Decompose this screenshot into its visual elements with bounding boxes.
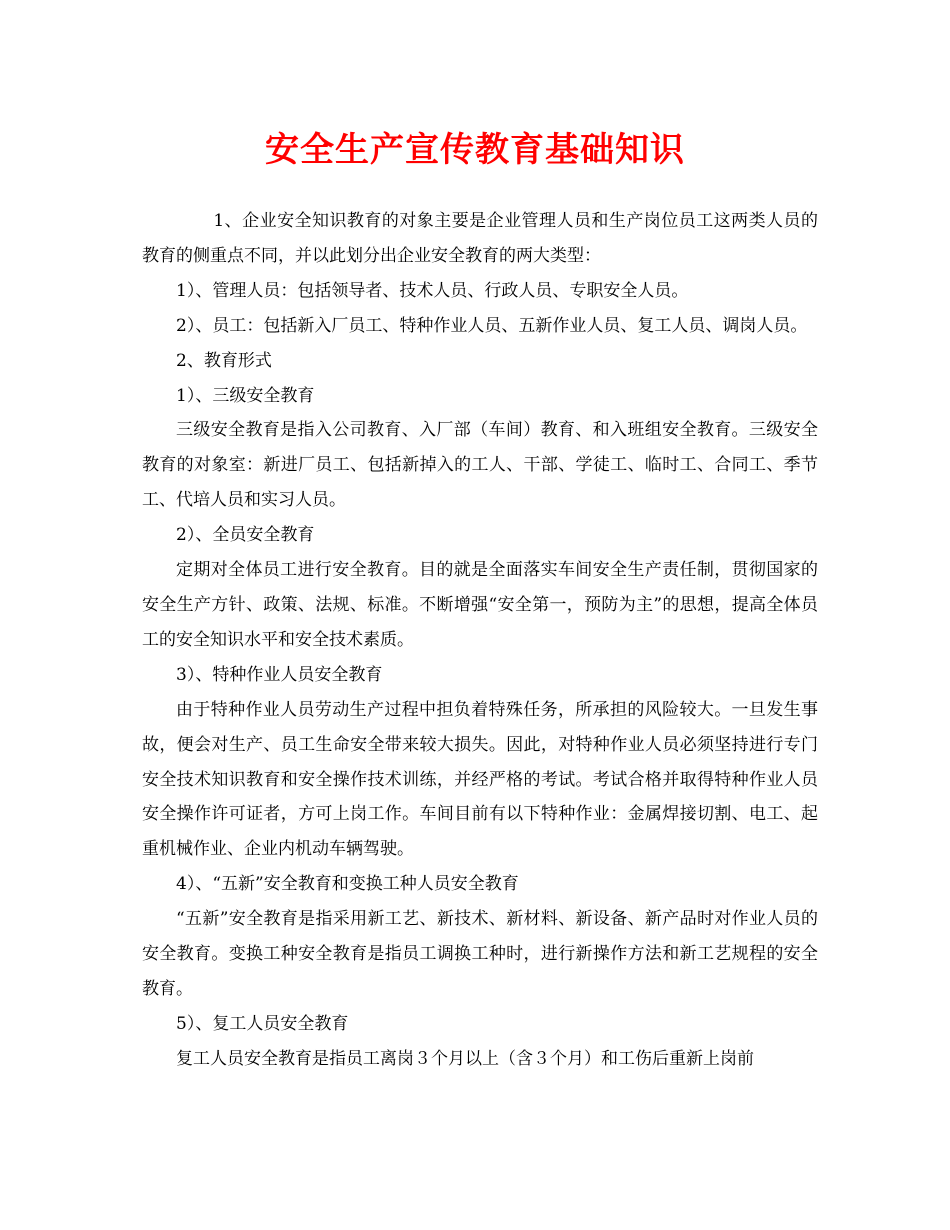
document-title: 安全生产宣传教育基础知识 [265, 130, 685, 170]
section-heading-education-forms: 2、教育形式 [176, 350, 272, 371]
paragraph-all-staff-education: 定期对全体员工进行安全教育。目的就是全面落实车间安全生产责任制，贯彻国家的安全生产方针、政策、法规、标准。不断增强“安全第一，预防为主”的思想，提高全体员工的安全知识水平和安全技术素质。 [142, 560, 818, 650]
paragraph-2: 1）、管理人员：包括领导者、技术人员、行政人员、专职安全人员。 [176, 280, 689, 301]
paragraph-five-new-education: “五新”安全教育是指采用新工艺、新技术、新材料、新设备、新产品时对作业人员的安全教育。变换工种安全教育是指员工调换工种时，进行新操作方法和新工艺规程的安全教育。 [142, 909, 818, 999]
subheading-special-operations-education: 3）、特种作业人员安全教育 [176, 664, 383, 685]
paragraph-returning-staff-education: 复工人员安全教育是指员工离岗３个月以上（含３个月）和工伤后重新上岗前 [176, 1048, 754, 1069]
subheading-five-new-education: 4）、“五新”安全教育和变换工种人员安全教育 [176, 874, 519, 895]
subheading-all-staff-education: 2）、全员安全教育 [176, 525, 315, 546]
document-body [142, 204, 818, 1077]
paragraph-three-level-education: 三级安全教育是指入公司教育、入厂部（车间）教育、和入班组安全教育。三级安全教育的对象室：新进厂员工、包括新掉入的工人、干部、学徒工、临时工、合同工、季节工、代培人员和实习人员。 [142, 420, 818, 511]
paragraph-3: 2）、员工：包括新入厂员工、特种作业人员、五新作业人员、复工人员、调岗人员。 [176, 315, 808, 336]
paragraph-special-operations-education: 由于特种作业人员劳动生产过程中担负着特殊任务，所承担的风险较大。一旦发生事故，便会对生产、员工生命安全带来较大损失。因此，对特种作业人员必须坚持进行专门安全技术知识教育和安全操作技术训练，并经严格的考试。考试合格并取得特种作业人员安全操作许可证者，方可上岗工作。车间目前有以下特种作业：金属焊接切割、电工、起重机械作业、企业内机动车辆驾驶。 [142, 699, 818, 860]
subheading-returning-staff-education: 5）、复工人员安全教育 [176, 1013, 349, 1034]
paragraph-1: 1、企业安全知识教育的对象主要是企业管理人员和生产岗位员工这两类人员的教育的侧重点不同，并以此划分出企业安全教育的两大类型： [142, 211, 818, 266]
subheading-three-level-education: 1）、三级安全教育 [176, 385, 315, 406]
